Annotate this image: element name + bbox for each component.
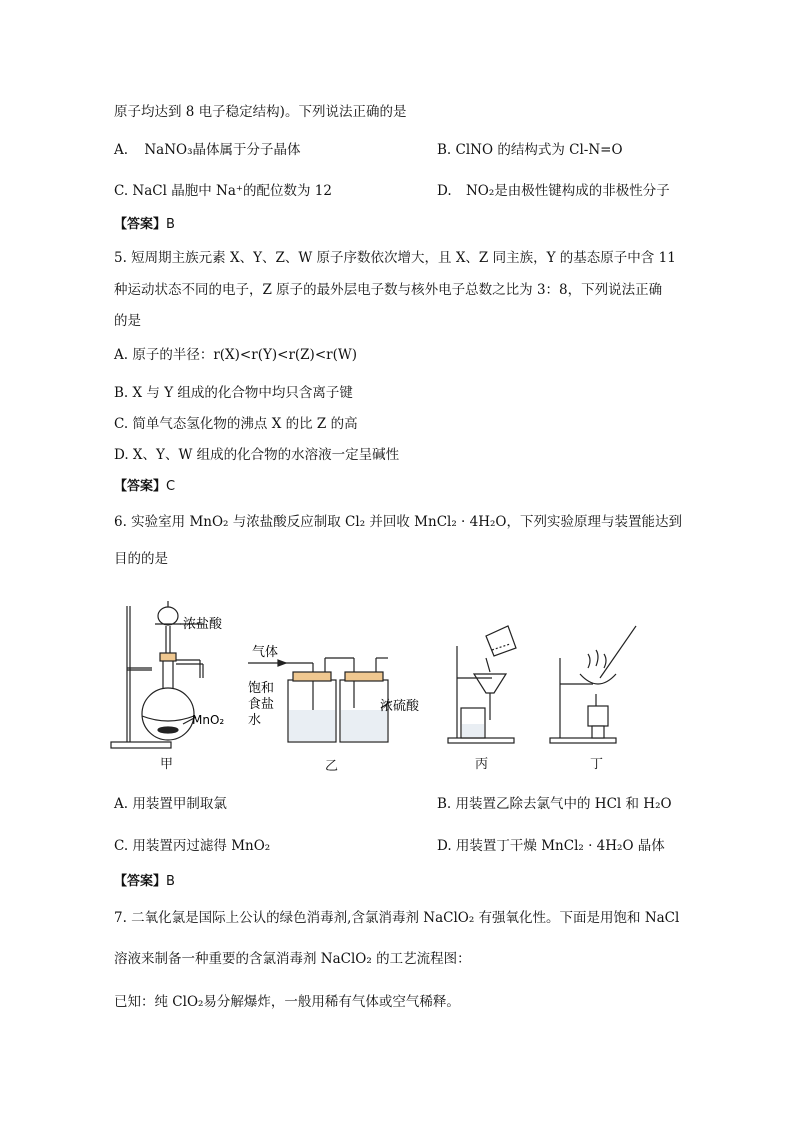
- q6-option-a[interactable]: A. 用装置甲制取氯: [114, 796, 227, 812]
- apparatus-bing-icon: [448, 626, 516, 743]
- label-conc-hcl: 浓盐酸: [183, 617, 223, 632]
- answer-value: B: [166, 874, 175, 889]
- q6-answer: [114, 872, 175, 892]
- q6-option-c[interactable]: C. 用装置丙过滤得 MnO₂: [114, 838, 271, 854]
- q6-stem-line-2: 目的的是: [114, 551, 168, 567]
- option-letter: A.: [114, 142, 129, 158]
- label-gas: 气体: [252, 645, 279, 660]
- q5-option-a[interactable]: A. 原子的半径：r(X)<r(Y)<r(Z)<r(W): [114, 347, 357, 363]
- q5-option-c[interactable]: C. 简单气态氢化物的沸点 X 的比 Z 的高: [114, 416, 358, 432]
- caption-yi: 乙: [325, 759, 339, 774]
- q5-stem-line-2: 种运动状态不同的电子，Z 原子的最外层电子数与核外电子总数之比为 3：8，下列说法正确: [114, 282, 663, 298]
- option-text: NO₂是由极性键构成的非极性分子: [465, 183, 670, 199]
- q7-stem-line-1: 7. 二氧化氯是国际上公认的绿色消毒剂,含氯消毒剂 NaClO₂ 有强氧化性。下面是用饱和 NaCl: [114, 910, 680, 926]
- answer-value: B: [166, 217, 175, 232]
- answer-value: C: [166, 479, 176, 494]
- q4-answer: [114, 215, 175, 235]
- apparatus-ding-icon: [550, 626, 636, 743]
- q4-option-a[interactable]: [114, 140, 301, 160]
- answer-label: 【答案】: [114, 874, 167, 889]
- apparatus-figure: [108, 598, 658, 798]
- q4-option-d[interactable]: [437, 181, 670, 201]
- label-sat-salt-2: 食盐: [248, 697, 275, 712]
- q6-option-d[interactable]: D. 用装置丁干燥 MnCl₂ · 4H₂O 晶体: [437, 838, 665, 854]
- q5-option-b[interactable]: B. X 与 Y 组成的化合物中均只含离子键: [114, 385, 353, 401]
- caption-jia: 甲: [160, 757, 174, 772]
- q4-option-c[interactable]: C. NaCl 晶胞中 Na⁺的配位数为 12: [114, 183, 332, 199]
- caption-bing: 丙: [475, 757, 489, 772]
- q5-stem-line-1: 5. 短周期主族元素 X、Y、Z、W 原子序数依次增大，且 X、Z 同主族，Y 的基态原子中含 11: [114, 250, 676, 266]
- caption-ding: 丁: [590, 757, 604, 772]
- q5-answer: [114, 477, 175, 497]
- answer-label: 【答案】: [114, 217, 167, 232]
- q7-stem-line-2: 溶液来制备一种重要的含氯消毒剂 NaClO₂ 的工艺流程图：: [114, 951, 471, 967]
- label-mno2: MnO₂: [192, 713, 225, 727]
- label-sat-salt-1: 饱和: [248, 681, 275, 696]
- option-letter: D.: [437, 183, 452, 199]
- answer-label: 【答案】: [114, 479, 167, 494]
- label-conc-h2so4: 浓硫酸: [380, 699, 420, 714]
- q4-option-b[interactable]: B. ClNO 的结构式为 Cl-N=O: [437, 142, 623, 158]
- q6-option-b[interactable]: B. 用装置乙除去氯气中的 HCl 和 H₂O: [437, 796, 672, 812]
- q7-known: 已知：纯 ClO₂易分解爆炸，一般用稀有气体或空气稀释。: [114, 994, 460, 1010]
- q5-option-d[interactable]: D. X、Y、W 组成的化合物的水溶液一定呈碱性: [114, 447, 400, 463]
- q4-intro: 原子均达到 8 电子稳定结构)。下列说法正确的是: [114, 104, 407, 120]
- option-text: NaNO₃晶体属于分子晶体: [144, 142, 301, 158]
- q5-stem-line-3: 的是: [114, 313, 141, 329]
- q6-stem-line-1: 6. 实验室用 MnO₂ 与浓盐酸反应制取 Cl₂ 并回收 MnCl₂ · 4H₂O，下列实验原理与装置能达到: [114, 514, 682, 530]
- label-sat-salt-3: 水: [248, 713, 262, 728]
